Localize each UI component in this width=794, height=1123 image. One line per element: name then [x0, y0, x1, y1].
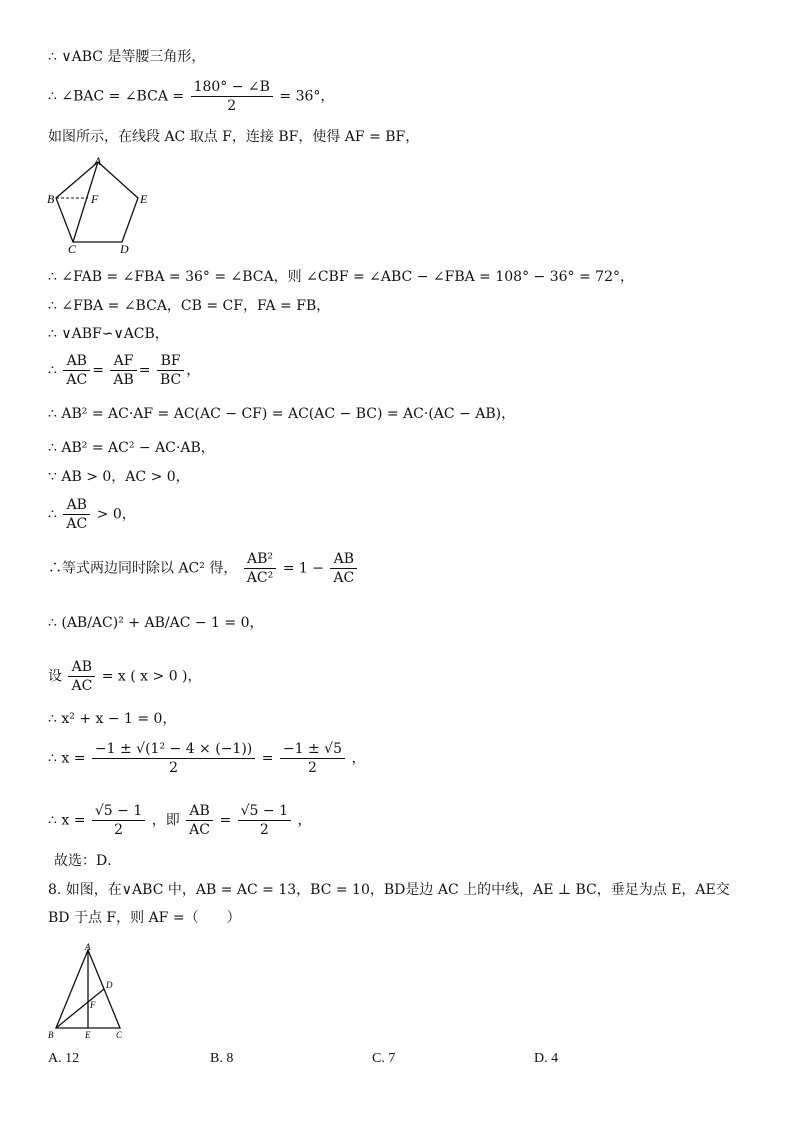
solution-line-15: ∴ x² + x − 1 = 0， — [48, 711, 177, 727]
solution-line-13: ∴ (AB/AC)² + AB/AC − 1 = 0， — [48, 615, 264, 631]
solution-line-1: ∴ ∨ABC 是等腰三角形， — [48, 49, 206, 65]
solution-line-10: ∵ AB > 0，AC > 0， — [48, 469, 190, 485]
choice-b: B. 8 — [210, 1051, 234, 1066]
question-line-2: BD 于点 F，则 AF =（ ） — [48, 910, 241, 926]
label-f: F — [90, 1000, 96, 1010]
answer-line: 故选：D． — [54, 853, 122, 869]
label-a: A — [94, 154, 102, 168]
solution-line-3: 如图所示，在线段 AC 取点 F，连接 BF，使得 AF = BF， — [48, 129, 420, 145]
label-d: D — [120, 242, 129, 256]
solution-line-16: ∴ x = $\frac{\text{−1 ± √(1² − 4 × (−1))}}{2}$ = $\frac{-1 \pm √5}{2}$ ， — [48, 741, 366, 776]
solution-line-11: ∴ $\frac{AB}{AC}$ > 0， — [48, 497, 136, 532]
choice-c: C. 7 — [372, 1051, 396, 1066]
solution-line-14: 设 $\frac{AB}{AC}$ = x ( x > 0 )， — [48, 659, 202, 694]
solution-line-7: ∴ $\frac{AB}{AC}$ = $\frac{AF}{AB}$ = $\frac{BF}{BC}$ ， — [48, 353, 201, 388]
question-line-1: 8. 如图，在∨ABC 中，AB = AC = 13，BC = 10，BD是边 AC 上的中线，AE ⊥ BC，垂足为点 E，AE交 — [48, 882, 730, 898]
label-f: F — [91, 192, 99, 206]
fraction: $\frac{180^\circ - \angle B}{2}$ — [191, 78, 273, 115]
choice-a: A. 12 — [48, 1051, 80, 1066]
label-e: E — [140, 192, 148, 206]
solution-line-12: ∴等式两边同时除以 AC² 得， $\frac{\text{AB²}}{\text{AC²}}$ = 1 − $\frac{AB}{AC}$ — [48, 550, 359, 587]
label-c: C — [116, 1030, 123, 1040]
choice-d: D. 4 — [534, 1051, 559, 1066]
solution-line-9: ∴ AB² = AC² − AC·AB， — [48, 440, 215, 456]
label-c: C — [68, 242, 77, 256]
label-b: B — [48, 1030, 54, 1040]
label-b: B — [47, 192, 55, 206]
triangle-figure — [48, 940, 138, 1044]
solution-line-4: ∴ ∠FAB = ∠FBA = 36° = ∠BCA，则 ∠CBF = ∠ABC − ∠FBA = 108° − 36° = 72°， — [48, 269, 634, 285]
solution-line-17: ∴ x = $\frac{√5 - 1}{2}$ ，即 $\frac{AB}{AC}$ = $\frac{√5 - 1}{2}$ ， — [48, 803, 312, 838]
solution-line-8: ∴ AB² = AC·AF = AC(AC − CF) = AC(AC − BC) = AC·(AC − AB)， — [48, 406, 516, 422]
solution-line-6: ∴ ∨ABF∽∨ACB， — [48, 326, 169, 342]
label-e: E — [85, 1030, 91, 1040]
label-d: D — [106, 980, 113, 990]
pentagon-figure — [44, 152, 154, 258]
solution-line-5: ∴ ∠FBA = ∠BCA，CB = CF，FA = FB， — [48, 298, 331, 314]
label-a: A — [85, 942, 91, 952]
solution-line-2: ∴ ∠BAC = ∠BCA = $\frac{180^\circ - \angle B}{2}$ = 36°， — [48, 79, 335, 114]
